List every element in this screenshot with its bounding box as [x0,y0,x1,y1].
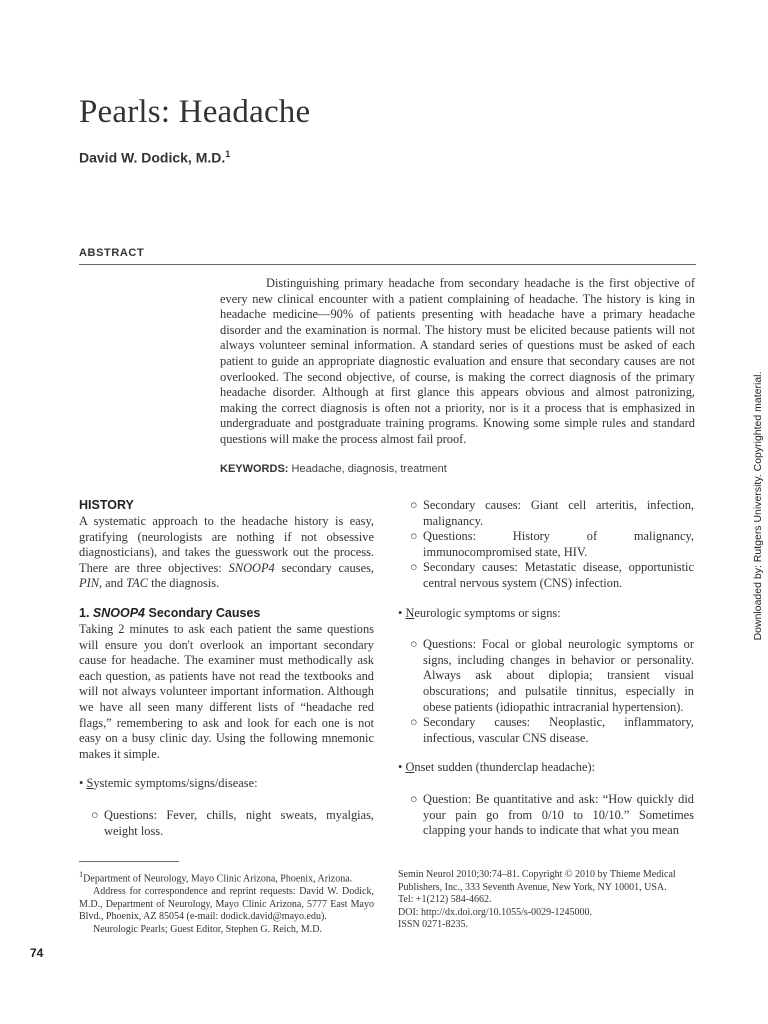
author-line [79,149,230,166]
paper-title: Pearls: Headache [79,94,311,130]
download-watermark: Downloaded by: Rutgers University. Copyrighted material. [752,371,764,641]
footnotes-left [79,869,374,936]
bullet-onset: • Onset sudden (thunderclap headache): [398,760,596,775]
abstract-text: Distinguishing primary headache from secondary headache is the first objective of every new clinical encounter with a patient complaining of headache. The history is king in headache medicine—90% of patients presenting with headache have a primary headache disorder and the examination is normal. The history must be elicited because patients will not always volunteer seminal information. A standard series of questions must be asked of each patient to guide an appropriate diagnostic evaluation and ensure that secondary causes are not overlooked. The second objective, of course, is making the correct diagnosis of the primary headache disorder. Although at first glance this appears obvious and almost patronizing, making the correct diagnosis is often not a priority, nor is it a process that is emphasized in undergraduate and postgraduate training programs. Knowing some simple rules and standard questions will make the process almost fail proof. [220,276,695,446]
right-column [398,498,694,839]
snoop-term: SNOOP4 [228,560,275,575]
issn-line: ISSN 0271-8235. [398,919,469,931]
tac-term: TAC [126,576,148,591]
malignancy-causes: ○ Secondary causes: Metastatic disease, opportunistic central nervous system (CNS) infection. [410,560,694,590]
systemic-questions: ○ Questions: Fever, chills, night sweats, myalgias, weight loss. [91,807,374,838]
author-name: David W. Dodick, M.D. [79,149,226,166]
keywords-line [220,463,447,475]
author-affiliation-marker: 1 [225,149,231,159]
pin-term: PIN [79,576,99,591]
keywords-label: KEYWORDS: [220,463,289,475]
citation-line: Semin Neurol 2010;30:74–81. Copyright © 2010 by Thieme Medical Publishers, Inc., 333 Seventh Avenue, New York, NY 10001, USA. [398,869,676,893]
neurologic-causes: ○ Secondary causes: Neoplastic, inflammatory, infectious, vascular CNS disease. [410,715,694,745]
onset-question: ○ Question: Be quantitative and ask: “How quickly did your pain go from 0/10 to 10/10.” Sometimes clapping your hands to indicate that what you mean [410,791,694,838]
footnote-divider [79,861,179,862]
keywords-list: Headache, diagnosis, treatment [291,463,447,475]
footnotes-right [398,869,694,932]
footnote-correspondence: Address for correspondence and reprint requests: David W. Dodick, M.D., Department of Neurology, Mayo Clinic Arizona, 5777 East Mayo Blvd., Phoenix, AZ 85054 (e-mail: dodick.david@mayo.edu). [79,885,374,923]
bullet-systemic: • Systemic symptoms/signs/disease: [79,776,258,791]
doi-link[interactable]: DOI: http://dx.doi.org/10.1055/s-0029-1245000. [398,906,592,918]
footnote-affiliation: $^1$Department of Neurology, Mayo Clinic Arizona, Phoenix, Arizona. [79,870,353,885]
abstract-heading: ABSTRACT [79,247,145,259]
telephone-line: Tel: +1(212) 584-4662. [398,894,492,906]
footnote-guest-editor: Neurologic Pearls; Guest Editor, Stephen G. Reich, M.D. [93,923,323,935]
section1-heading: 1. SNOOP4 Secondary Causes [79,605,261,620]
left-column [79,498,374,839]
bullet-neurologic: • Neurologic symptoms or signs: [398,605,561,620]
section1-paragraph: Taking 2 minutes to ask each patient the same questions will ensure you don't overlook an important secondary cause for headache. The examiner must methodically ask each question, as patients have not read the textbooks and will not always volunteer important information. Although we have all seen many different lists of “headache red flags,” remembering to ask and look for each one is not easy on a busy clinic day. Using the following mnemonic makes it simple. [79,621,374,761]
history-heading: HISTORY [79,498,134,512]
neurologic-questions: ○ Questions: Focal or global neurologic symptoms or signs, including changes in behavior or personality. Always ask about diplopia; transient visual obscurations; and pulsatile tinnitus, especially in obese patients (idiopathic intracranial hypertension). [410,637,694,714]
page-number: 74 [30,946,44,960]
abstract-divider [79,264,696,265]
history-intro: A systematic approach to the headache history is easy, gratifying (neurologists are nothing if not obsessive diagnosticians), and takes the guesswork out the process. There are three objectives: SNOOP4 secondary causes, PIN, and TAC the diagnosis. [79,514,374,591]
systemic-causes: ○ Secondary causes: Giant cell arteritis, infection, malignancy. [410,498,694,528]
malignancy-questions: ○ Questions: History of malignancy, immunocompromised state, HIV. [410,529,694,559]
